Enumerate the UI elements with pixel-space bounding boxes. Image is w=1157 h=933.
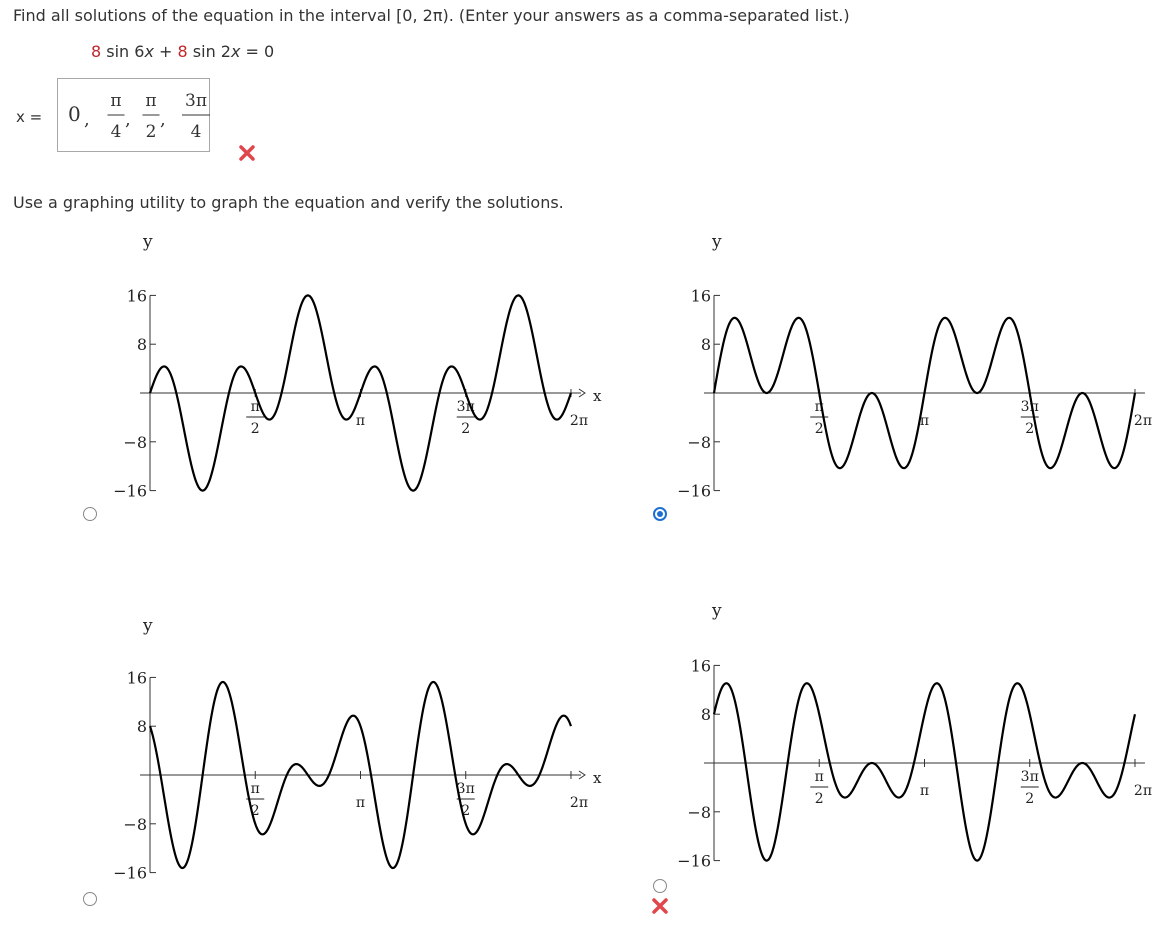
radio-option-A[interactable] — [83, 507, 97, 521]
equation-plus: + — [153, 42, 178, 61]
equation-rhs: = 0 — [240, 42, 275, 61]
y-tick-label: −8 — [687, 802, 711, 822]
graph-option-C — [113, 616, 602, 883]
x-tick-label — [1134, 413, 1152, 429]
y-tick-label: −8 — [123, 432, 147, 452]
x-tick-label — [570, 413, 588, 429]
x-tick-numerator: 3π — [1020, 399, 1039, 415]
x-tick-numerator: π — [814, 399, 824, 415]
y-axis-label: y — [712, 232, 722, 252]
x-tick-value: 2π — [569, 795, 589, 811]
answer-denominator: 4 — [190, 122, 202, 142]
x-tick-label — [356, 413, 365, 429]
answer-comma: , — [84, 109, 90, 130]
y-tick-label: 8 — [136, 717, 147, 737]
x-tick-numerator: π — [814, 769, 824, 785]
x-axis-label: x — [592, 769, 602, 787]
x-tick-label — [356, 795, 365, 811]
x-tick-label — [810, 769, 828, 807]
x-axis-label: x — [592, 387, 602, 405]
equation-part-1: sin 6 — [101, 42, 145, 61]
graph-option-A — [113, 232, 602, 501]
x-tick-value: 2π — [1133, 413, 1153, 429]
equation-variable-2: x — [230, 42, 241, 61]
y-tick-label: −8 — [687, 432, 711, 452]
function-curve — [714, 683, 1135, 860]
answer-numerator: 3π — [185, 91, 207, 111]
equation-part-2: sin 2 — [187, 42, 231, 61]
answer-value: 0 — [68, 102, 81, 126]
x-tick-numerator: 3π — [456, 781, 475, 797]
x-tick-label — [920, 783, 929, 799]
question-prompt: Find all solutions of the equation in the interval [0, 2π). (Enter your answers as a comma-separated list.) — [13, 6, 850, 25]
y-tick-label: 16 — [690, 656, 711, 676]
x-tick-value: 2π — [1133, 783, 1153, 799]
y-tick-label: −16 — [677, 481, 711, 501]
x-tick-numerator: 3π — [1020, 769, 1039, 785]
answer-numerator: π — [110, 91, 122, 111]
option-incorrect-icon — [650, 896, 670, 916]
x-tick-denominator: 2 — [814, 421, 824, 437]
equation-variable-1: x — [144, 42, 154, 61]
y-axis-label: y — [143, 616, 153, 636]
answer-comma: , — [160, 109, 166, 130]
answer-numerator: π — [145, 91, 157, 111]
x-tick-value: π — [919, 783, 930, 799]
x-tick-numerator: π — [250, 781, 260, 797]
y-tick-label: 16 — [690, 286, 711, 306]
x-tick-label — [570, 795, 588, 811]
y-tick-label: −16 — [677, 851, 711, 871]
graph-option-B — [677, 232, 1152, 501]
x-tick-denominator: 2 — [461, 421, 471, 437]
graph-option-D — [677, 601, 1152, 871]
y-axis-label: y — [712, 601, 722, 621]
answer-comma: , — [125, 109, 131, 130]
x-tick-numerator: 3π — [456, 399, 475, 415]
answer-label: x = — [16, 108, 43, 126]
y-tick-label: 8 — [700, 335, 711, 355]
radio-option-D[interactable] — [653, 879, 667, 893]
y-tick-label: 16 — [126, 286, 147, 306]
x-tick-denominator: 2 — [461, 803, 471, 819]
x-tick-value: 2π — [569, 413, 589, 429]
x-tick-value: π — [919, 413, 930, 429]
x-tick-denominator: 2 — [1025, 421, 1035, 437]
x-tick-label — [246, 399, 264, 437]
x-tick-value: π — [355, 413, 366, 429]
x-tick-label — [1134, 783, 1152, 799]
y-tick-label: −16 — [113, 863, 147, 883]
x-tick-denominator: 2 — [250, 421, 260, 437]
instruction: Use a graphing utility to graph the equation and verify the solutions. — [13, 193, 564, 212]
y-tick-label: 8 — [136, 335, 147, 355]
y-tick-label: −16 — [113, 481, 147, 501]
y-axis-label: y — [143, 232, 153, 252]
equation-coefficient-2: 8 — [177, 42, 188, 61]
x-tick-value: π — [355, 795, 366, 811]
x-tick-denominator: 2 — [250, 803, 260, 819]
x-tick-denominator: 2 — [1025, 791, 1035, 807]
answer-denominator: 2 — [145, 122, 157, 142]
x-tick-denominator: 2 — [814, 791, 824, 807]
x-tick-numerator: π — [250, 399, 260, 415]
y-tick-label: 8 — [700, 705, 711, 725]
y-tick-label: −8 — [123, 814, 147, 834]
radio-option-C[interactable] — [83, 892, 97, 906]
equation-coefficient-1: 8 — [91, 42, 102, 61]
answer-denominator: 4 — [110, 122, 122, 142]
radio-option-B[interactable] — [653, 507, 667, 521]
y-tick-label: 16 — [126, 668, 147, 688]
x-tick-label — [1021, 769, 1039, 807]
x-tick-label — [457, 399, 475, 437]
